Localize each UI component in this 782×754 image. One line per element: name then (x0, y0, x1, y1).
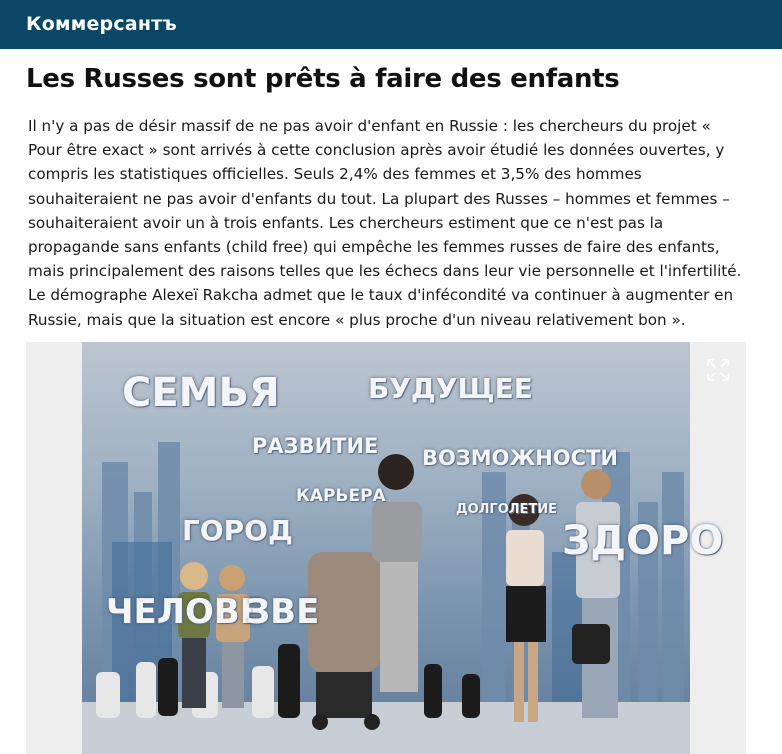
article-photo (82, 342, 724, 754)
article-title: Les Russes sont prêts à faire des enfants (26, 64, 620, 94)
photo-word-vozmozhnosti: ВОЗМОЖНОСТИ (422, 446, 618, 470)
site-header (0, 0, 782, 49)
article-media (26, 342, 746, 754)
photo-word-dolgoletie: ДОЛГОЛЕТИЕ (456, 502, 558, 517)
photo-word-razvitie: РАЗВИТИЕ (252, 434, 379, 458)
photo-word-gorod: ГОРОД (182, 514, 293, 547)
expand-icon[interactable] (706, 358, 730, 382)
photo-word-karera: КАРЬЕРА (296, 486, 386, 506)
photo-word-semya: СЕМЬЯ (122, 370, 280, 416)
photo-word-chelovek: ЧЕЛОВЕ (106, 592, 263, 632)
photo-word-zve: ЗВЕ (246, 592, 320, 632)
article-body: Il n'y a pas de désir massif de ne pas avoir d'enfant en Russie : les chercheurs du projet « Pour être exact » sont arrivés à cette conclusion après avoir étudié les données ouvertes, y compris les statistiques officielles. Seuls 2,4% des femmes et 3,5% des hommes souhaiteraient ne pas avoir d'enfants du tout. La plupart des Russes – hommes et femmes – souhaiteraient avoir un à trois enfants. Les chercheurs estiment que ce n'est pas la propagande sans enfants (child free) qui empêche les femmes russes de faire des enfants, mais principalement des raisons telles que les échecs dans leur vie personnelle et l'infertilité. Le démographe Alexeï Rakcha admet que le taux d'infécondité va continuer à augmenter en Russie, mais que la situation est encore « plus proche d'un niveau relativement bon ». (28, 117, 742, 329)
photo-word-budushchee: БУДУЩЕЕ (368, 372, 533, 405)
photo-word-zdorove: ЗДОРО (562, 518, 724, 564)
site-logo[interactable]: Коммерсантъ (26, 13, 177, 35)
